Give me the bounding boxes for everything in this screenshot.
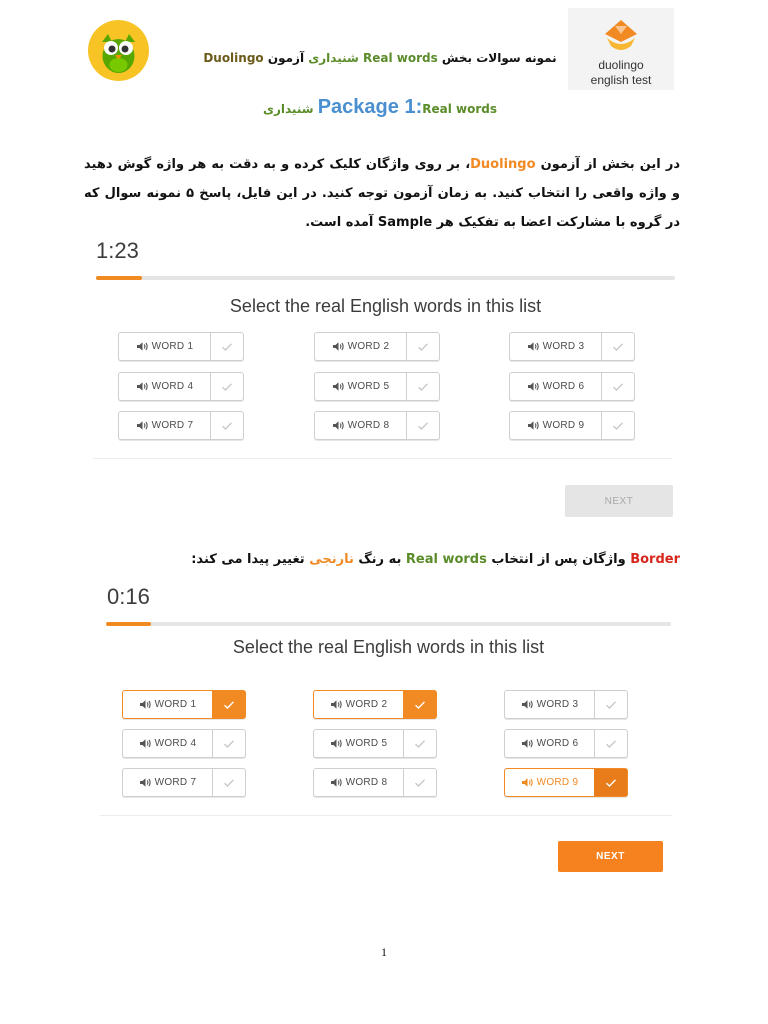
package-real-words: Real words xyxy=(422,102,497,116)
speaker-icon xyxy=(330,738,343,749)
word-label xyxy=(505,769,594,796)
word-label xyxy=(505,730,594,757)
checkmark-icon[interactable] xyxy=(210,412,243,439)
speaker-icon xyxy=(521,699,534,710)
checkmark-icon[interactable] xyxy=(406,333,439,360)
intro-part3: آمده است. xyxy=(305,215,378,230)
checkmark-icon[interactable] xyxy=(403,730,436,757)
checkmark-icon[interactable] xyxy=(212,730,245,757)
word-text: WORD 1 xyxy=(151,341,194,352)
package-listening: شنیداری xyxy=(262,102,318,116)
duolingo-english-test-logo xyxy=(568,8,674,90)
speaker-icon xyxy=(136,420,149,431)
word-label xyxy=(314,730,403,757)
word-label xyxy=(510,373,601,400)
word-text: WORD 9 xyxy=(542,420,585,431)
word-label xyxy=(123,691,212,718)
speaker-icon xyxy=(139,777,152,788)
quiz1-question: Select the real English words in this list xyxy=(229,296,542,316)
page-number: 1 xyxy=(381,945,387,959)
word-text: WORD 4 xyxy=(154,738,197,749)
word-text: WORD 8 xyxy=(347,420,390,431)
logo-text-english-test: english test xyxy=(590,73,652,87)
package-heading xyxy=(200,96,560,119)
checkmark-icon[interactable] xyxy=(212,769,245,796)
speaker-icon xyxy=(332,420,345,431)
speaker-icon xyxy=(136,381,149,392)
logo-mark-icon xyxy=(601,16,641,56)
word-text: WORD 7 xyxy=(151,420,194,431)
speaker-icon xyxy=(330,777,343,788)
speaker-icon xyxy=(527,341,540,352)
word-text: WORD 2 xyxy=(345,699,388,710)
word-label xyxy=(123,730,212,757)
intro-part2: ، بر روی واژگان کلیک کرده و به دقت به هر واژه گوش دهید و واژه واقعی را انتخاب کنید. به زمان آزمون توجه کنید. در این فایل، پاسخ ۵ نمونه سوال که در گروه با مشارکت اعضا به تفکیک هر xyxy=(84,157,680,230)
checkmark-icon[interactable] xyxy=(594,769,627,796)
quiz1-word-button-5[interactable] xyxy=(314,372,440,401)
header-title-part1: نمونه سوالات بخش xyxy=(437,51,557,65)
package-label: Package 1 xyxy=(317,96,416,118)
quiz1-timer: 1:23 xyxy=(96,238,139,263)
quiz1-next-button[interactable]: NEXT xyxy=(565,485,673,517)
speaker-icon xyxy=(332,381,345,392)
quiz2-progress-track xyxy=(106,622,671,626)
checkmark-icon[interactable] xyxy=(594,730,627,757)
header-title-real-words: Real words xyxy=(362,51,438,65)
border-note-part1: واژگان پس از انتخاب xyxy=(486,552,631,567)
word-text: WORD 5 xyxy=(345,738,388,749)
quiz2-word-button-6[interactable] xyxy=(504,729,628,758)
word-label xyxy=(314,769,403,796)
checkmark-icon[interactable] xyxy=(594,691,627,718)
intro-paragraph xyxy=(84,150,680,237)
border-note-border: Border xyxy=(630,552,680,567)
header-title-brand: Duolingo xyxy=(203,51,264,65)
quiz1-word-button-9[interactable] xyxy=(509,411,635,440)
speaker-icon xyxy=(136,341,149,352)
quiz2-divider xyxy=(100,815,672,816)
word-label xyxy=(119,373,210,400)
word-text: WORD 8 xyxy=(345,777,388,788)
quiz1-word-button-3[interactable] xyxy=(509,332,635,361)
border-note-part2: به رنگ xyxy=(353,552,406,567)
checkmark-icon[interactable] xyxy=(601,333,634,360)
checkmark-icon[interactable] xyxy=(406,373,439,400)
checkmark-icon[interactable] xyxy=(601,412,634,439)
word-text: WORD 5 xyxy=(347,381,390,392)
quiz2-question: Select the real English words in this list xyxy=(232,637,545,657)
quiz1-progress-track xyxy=(96,276,675,280)
checkmark-icon[interactable] xyxy=(210,373,243,400)
word-text: WORD 3 xyxy=(542,341,585,352)
intro-brand: Duolingo xyxy=(470,157,536,172)
quiz2-progress-fill xyxy=(106,622,151,626)
word-text: WORD 1 xyxy=(154,699,197,710)
header-title-part3: آزمون xyxy=(263,51,309,65)
quiz2-word-button-1[interactable] xyxy=(122,690,246,719)
word-text: WORD 7 xyxy=(154,777,197,788)
speaker-icon xyxy=(521,738,534,749)
intro-part1: در این بخش از آزمون xyxy=(535,157,680,172)
border-note xyxy=(120,552,680,567)
word-label xyxy=(510,333,601,360)
word-text: WORD 9 xyxy=(536,777,579,788)
word-label xyxy=(315,412,406,439)
speaker-icon xyxy=(521,777,534,788)
package-colon: : xyxy=(415,96,423,118)
word-label xyxy=(123,769,212,796)
logo-text-duolingo: duolingo xyxy=(598,58,644,72)
quiz2-word-button-7[interactable] xyxy=(122,768,246,797)
word-label xyxy=(510,412,601,439)
border-note-orange: نارنجی xyxy=(309,552,354,567)
word-label xyxy=(314,691,403,718)
word-label xyxy=(119,333,210,360)
quiz2-word-button-8[interactable] xyxy=(313,768,437,797)
word-label xyxy=(315,373,406,400)
checkmark-icon[interactable] xyxy=(601,373,634,400)
checkmark-icon[interactable] xyxy=(403,691,436,718)
intro-sample: Sample xyxy=(377,215,433,230)
quiz2-timer: 0:16 xyxy=(107,584,150,609)
quiz1-divider xyxy=(93,458,672,459)
speaker-icon xyxy=(332,341,345,352)
word-label xyxy=(119,412,210,439)
speaker-icon xyxy=(527,420,540,431)
border-note-part3: تغییر پیدا می کند: xyxy=(191,552,310,567)
quiz1-word-button-2[interactable] xyxy=(314,332,440,361)
speaker-icon xyxy=(139,738,152,749)
checkmark-icon[interactable] xyxy=(403,769,436,796)
word-label xyxy=(505,691,594,718)
quiz1-progress-fill xyxy=(96,276,142,280)
word-text: WORD 4 xyxy=(151,381,194,392)
quiz2-word-button-4[interactable] xyxy=(122,729,246,758)
checkmark-icon[interactable] xyxy=(406,412,439,439)
speaker-icon xyxy=(139,699,152,710)
word-text: WORD 2 xyxy=(347,341,390,352)
word-text: WORD 6 xyxy=(542,381,585,392)
quiz2-word-button-2[interactable] xyxy=(313,690,437,719)
checkmark-icon[interactable] xyxy=(212,691,245,718)
page-header-title xyxy=(150,51,610,65)
quiz2-next-button[interactable]: NEXT xyxy=(558,841,663,872)
quiz2-word-button-9[interactable] xyxy=(504,768,628,797)
speaker-icon xyxy=(330,699,343,710)
word-text: WORD 3 xyxy=(536,699,579,710)
checkmark-icon[interactable] xyxy=(210,333,243,360)
word-label xyxy=(315,333,406,360)
quiz1-word-button-6[interactable] xyxy=(509,372,635,401)
header-title-listening: شنیداری xyxy=(308,51,363,65)
border-note-real-words: Real words xyxy=(405,552,487,567)
speaker-icon xyxy=(527,381,540,392)
quiz2-word-button-3[interactable] xyxy=(504,690,628,719)
quiz1-word-button-7[interactable] xyxy=(118,411,244,440)
quiz1-word-button-1[interactable] xyxy=(118,332,244,361)
quiz1-word-button-4[interactable] xyxy=(118,372,244,401)
word-text: WORD 6 xyxy=(536,738,579,749)
duo-owl-icon xyxy=(88,20,149,81)
quiz2-word-button-5[interactable] xyxy=(313,729,437,758)
quiz1-word-button-8[interactable] xyxy=(314,411,440,440)
